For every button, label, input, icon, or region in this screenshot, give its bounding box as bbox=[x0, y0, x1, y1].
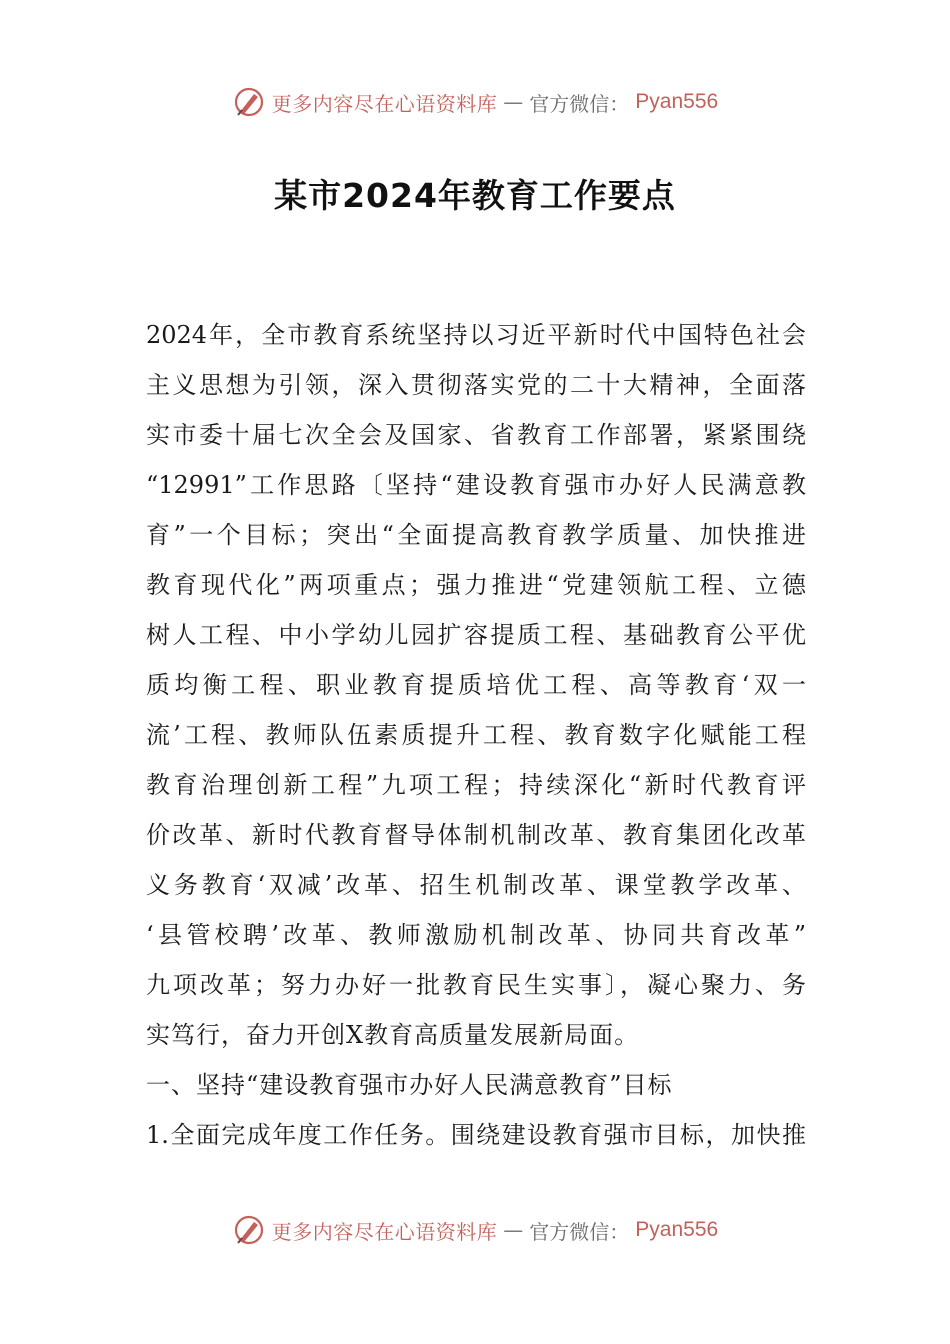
banner-wechat-id: Pyan556 bbox=[635, 90, 719, 113]
paragraph-line: 育”一个目标；突出“全面提高教育教学质量、加快推进 bbox=[146, 521, 806, 549]
banner-wechat-label: 官方微信： bbox=[529, 1219, 630, 1244]
paragraph-line: 义务教育‘双减’改革、招生机制改革、课堂教学改革、 bbox=[146, 871, 806, 899]
paragraph-line: 九项改革；努力办好一批教育民生实事〕，凝心聚力、务 bbox=[146, 971, 806, 999]
banner-text: 更多内容尽在心语资料库 bbox=[271, 91, 498, 116]
quill-pen-circle-icon bbox=[232, 85, 266, 119]
paragraph-line: 质均衡工程、职业教育提质培优工程、高等教育‘双一 bbox=[146, 671, 806, 699]
paragraph-line: ‘县管校聘’改革、教师激励机制改革、协同共育改革” bbox=[146, 921, 806, 949]
paragraph-line: 教育现代化”两项重点；强力推进“党建领航工程、立德 bbox=[146, 571, 806, 599]
document-title: 某市2024年教育工作要点 bbox=[274, 176, 676, 215]
footer-watermark-banner bbox=[0, 1210, 950, 1250]
paragraph-line: 教育治理创新工程”九项工程；持续深化“新时代教育评 bbox=[146, 771, 806, 799]
paragraph-line: 主义思想为引领，深入贯彻落实党的二十大精神，全面落 bbox=[146, 371, 806, 399]
paragraph-line: 树人工程、中小学幼儿园扩容提质工程、基础教育公平优 bbox=[146, 621, 806, 649]
header-watermark-banner bbox=[0, 82, 950, 122]
paragraph-line: 2024年，全市教育系统坚持以习近平新时代中国特色社会 bbox=[146, 321, 806, 349]
banner-text: 更多内容尽在心语资料库 bbox=[271, 1219, 498, 1244]
banner-separator: — bbox=[503, 90, 524, 114]
paragraph-line: “12991”工作思路〔坚持“建设教育强市办好人民满意教 bbox=[146, 471, 806, 499]
paragraph-line: 实市委十届七次全会及国家、省教育工作部署，紧紧围绕 bbox=[146, 421, 806, 449]
quill-pen-circle-icon bbox=[232, 1213, 266, 1247]
paragraph-line-last: 实笃行，奋力开创X教育高质量发展新局面。 bbox=[146, 1021, 640, 1049]
section-heading: 一、坚持“建设教育强市办好人民满意教育”目标 bbox=[146, 1071, 673, 1099]
paragraph-line: 价改革、新时代教育督导体制机制改革、教育集团化改革 bbox=[146, 821, 806, 849]
banner-wechat-label: 官方微信： bbox=[529, 91, 630, 116]
document-body bbox=[146, 310, 806, 1160]
banner-separator: — bbox=[503, 1218, 524, 1242]
banner-wechat-id: Pyan556 bbox=[635, 1218, 719, 1241]
paragraph-line: 流’工程、教师队伍素质提升工程、教育数字化赋能工程 bbox=[146, 721, 806, 749]
list-item-1: 1.全面完成年度工作任务。围绕建设教育强市目标，加快推 bbox=[146, 1121, 806, 1149]
